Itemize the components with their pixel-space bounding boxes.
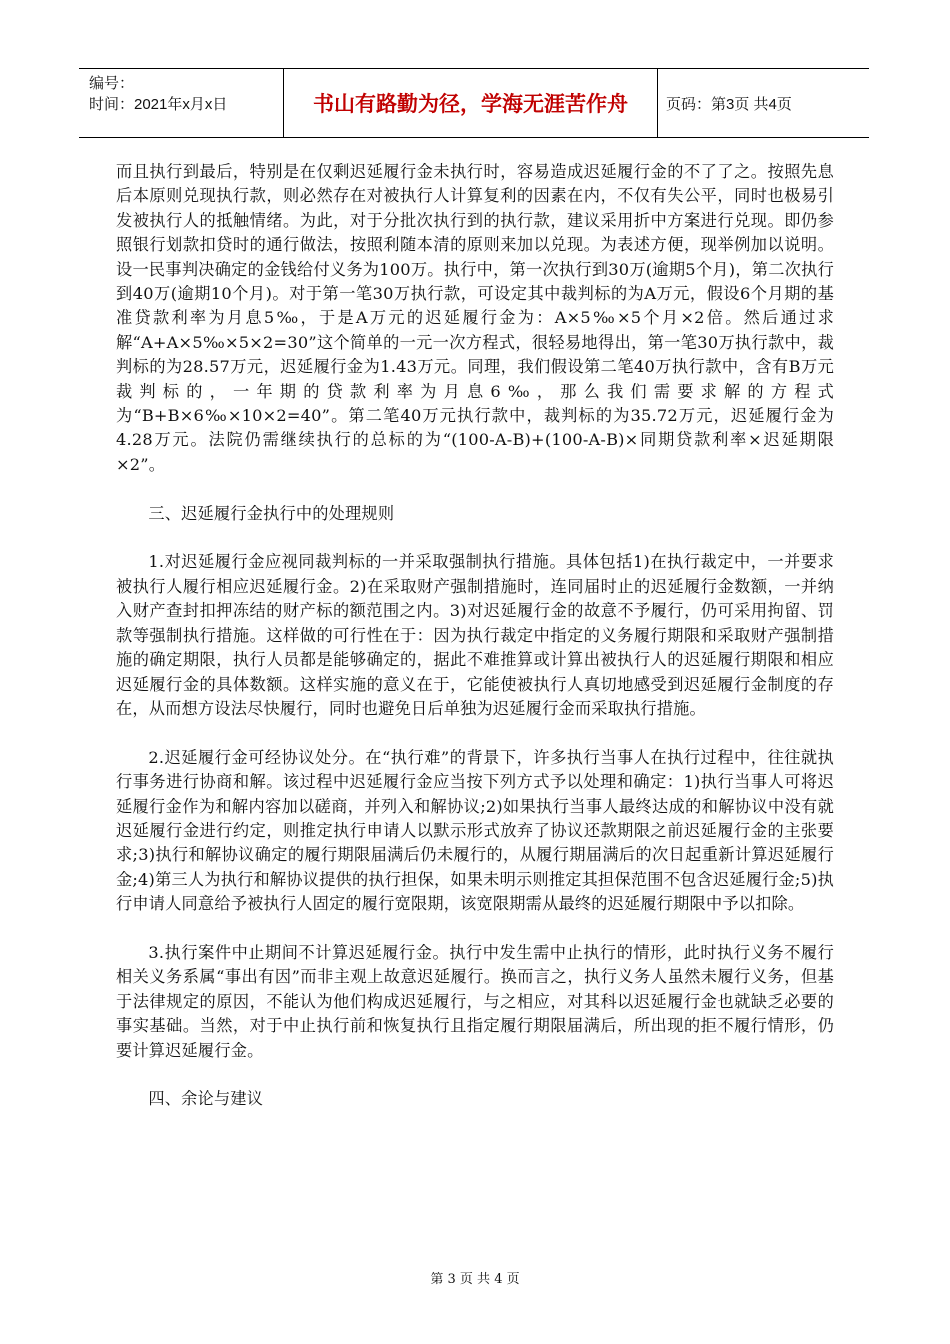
document-time-label: 时间：2021年x月x日 [89, 96, 228, 113]
body-paragraph: 2.迟延履行金可经协议处分。在“执行难”的背景下，许多执行当事人在执行过程中，往往就执行事务进行协商和解。该过程中迟延履行金应当按下列方式予以处理和确定：1)执行当事人可将迟延履行金作为和解内容加以磋商，并列入和解协议;2)如果执行当事人最终达成的和解协议中没有就迟延履行金进行约定，则推定执行申请人以默示形式放弃了协议还款期限之前迟延履行金的主张要求;3)执行和解协议确定的履行期限届满后仍未履行的，从履行期届满后的次日起重新计算迟延履行金;4)第三人为执行和解协议提供的执行担保，如果未明示则推定其担保范围不包含迟延履行金;5)执行申请人同意给予被执行人固定的履行宽限期，该宽限期需从最终的迟延履行期限中予以扣除。 [116, 747, 834, 914]
header-page-info: 页码：第3页 共4页 [666, 95, 792, 113]
document-number-label: 编号： [89, 75, 135, 92]
body-paragraph: 而且执行到最后，特别是在仅剩迟延履行金未执行时，容易造成迟延履行金的不了了之。按照先息后本原则兑现执行款，则必然存在对被执行人计算复利的因素在内，不仅有失公平，同时也极易引发被执行人的抵触情绪。为此，对于分批次执行到的执行款，建议采用折中方案进行兑现。即仍参照银行划款扣贷时的通行做法，按照利随本清的原则来加以兑现。为表述方便，现举例加以说明。设一民事判决确定的金钱给付义务为100万。执行中，第一次执行到30万(逾期5个月)，第二次执行到40万(逾期10个月)。对于第一笔30万执行款，可设定其中裁判标的为A万元，假设6个月期的基准贷款利率为月息5‰，于是A万元的迟延履行金为：A×5‰×5个月×2倍。然后通过求解“A+A×5‰×5×2=30”这个简单的一元一次方程式，很轻易地得出，第一笔30万执行款中，裁判标的为28.57万元，迟延履行金为1.43万元。同理，我们假设第二笔40万执行款中，含有B万元裁判标的，一年期的贷款利率为月息6‰，那么我们需要求解的方程式为“B+B×6‰×10×2=40”。第二笔40万元执行款中，裁判标的为35.72万元，迟延履行金为4.28万元。法院仍需继续执行的总标的为“(100-A-B)+(100-A-B)×同期贷款利率×迟延期限×2”。 [116, 162, 834, 474]
body-paragraph: 1.对迟延履行金应视同裁判标的一并采取强制执行措施。具体包括1)在执行裁定中，一并要求被执行人履行相应迟延履行金。2)在采取财产强制措施时，连同届时止的迟延履行金数额，一并纳入财产查封扣押冻结的财产标的额范围之内。3)对迟延履行金的故意不予履行，仍可采用拘留、罚款等强制执行措施。这样做的可行性在于：因为执行裁定中指定的义务履行期限和采取财产强制措施的确定期限，执行人员都是能够确定的，据此不难推算或计算出被执行人的迟延履行期限和相应迟延履行金的具体数额。这样实施的意义在于，它能使被执行人真切地感受到迟延履行金制度的存在，从而想方设法尽快履行，同时也避免日后单独为迟延履行金而采取执行措施。 [116, 552, 834, 718]
header-motto: 书山有路勤为径，学海无涯苦作舟 [284, 69, 658, 137]
page-header [79, 68, 869, 138]
body-paragraph: 3.执行案件中止期间不计算迟延履行金。执行中发生需中止执行的情形，此时执行义务不履行相关义务系属“事出有因”而非主观上故意迟延履行。换而言之，执行义务人虽然未履行义务，但基于法律规定的原因，不能认为他们构成迟延履行，与之相应，对其科以迟延履行金也就缺乏必要的事实基础。当然，对于中止执行前和恢复执行且指定履行期限届满后，所出现的拒不履行情形，仍要计算迟延履行金。 [116, 942, 834, 1060]
section-heading: 三、迟延履行金执行中的处理规则 [148, 503, 395, 523]
document-body [116, 160, 834, 1136]
section-heading: 四、余论与建议 [148, 1089, 264, 1109]
header-meta [79, 69, 284, 137]
page-footer: 第 3 页 共 4 页 [430, 1272, 520, 1287]
